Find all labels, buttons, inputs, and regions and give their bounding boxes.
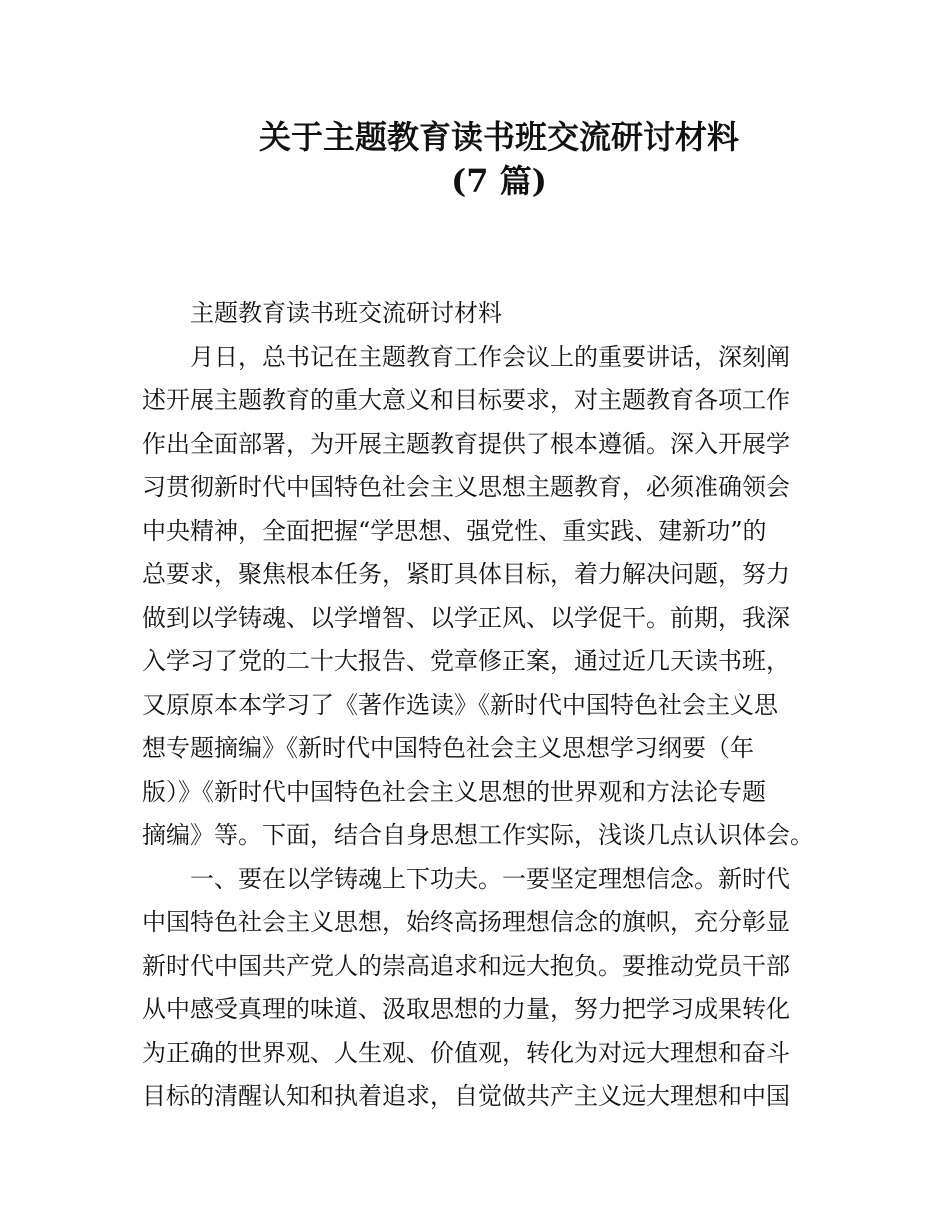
paragraph-line: 版）》《新时代中国特色社会主义思想的世界观和方法论专题 [142, 777, 766, 806]
paragraph-line: 摘编》等。下面，结合自身思想工作实际，浅谈几点认识体会。 [142, 821, 814, 849]
paragraph-line: 新时代中国共产党人的崇高追求和远大抱负。要推动党员干部 [142, 951, 790, 980]
paragraph-line: 又原原本本学习了《著作选读》《新时代中国特色社会主义思 [142, 690, 778, 719]
paragraph-line: 月日，总书记在主题教育工作会议上的重要讲话，深刻阐 [190, 342, 790, 371]
document-body [142, 292, 824, 1119]
document-subtitle: (7 篇) [451, 162, 547, 200]
document-title: 关于主题教育读书班交流研讨材料 [258, 118, 739, 156]
paragraph-line: 中央精神，全面把握“学思想、强党性、重实践、建新功”的 [142, 516, 767, 545]
paragraph-line: 中国特色社会主义思想，始终高扬理想信念的旗帜，充分彰显 [142, 908, 790, 936]
paragraph-line: 目标的清醒认知和执着追求，自觉做共产主义远大理想和中国 [142, 1082, 790, 1110]
paragraph-line: 从中感受真理的味道、汲取思想的力量，努力把学习成果转化 [142, 995, 790, 1023]
paragraph-line: 做到以学铸魂、以学增智、以学正风、以学促干。前期，我深 [142, 603, 790, 632]
paragraph-line: 习贯彻新时代中国特色社会主义思想主题教育，必须准确领会 [142, 473, 790, 501]
section-heading: 主题教育读书班交流研讨材料 [190, 299, 502, 327]
paragraph-line: 为正确的世界观、人生观、价值观，转化为对远大理想和奋斗 [142, 1038, 790, 1067]
paragraph-line: 作出全面部署，为开展主题教育提供了根本遵循。深入开展学 [142, 429, 790, 458]
paragraph-line: 总要求，聚焦根本任务，紧盯具体目标，着力解决问题，努力 [142, 560, 790, 588]
paragraph-line: 一、要在以学铸魂上下功夫。一要坚定理想信念。新时代 [190, 864, 790, 893]
paragraph-line: 入学习了党的二十大报告、党章修正案，通过近几天读书班， [142, 647, 790, 675]
paragraph-line: 述开展主题教育的重大意义和目标要求，对主题教育各项工作 [142, 386, 790, 414]
paragraph-line: 想专题摘编》《新时代中国特色社会主义思想学习纲要（年 [142, 734, 754, 762]
